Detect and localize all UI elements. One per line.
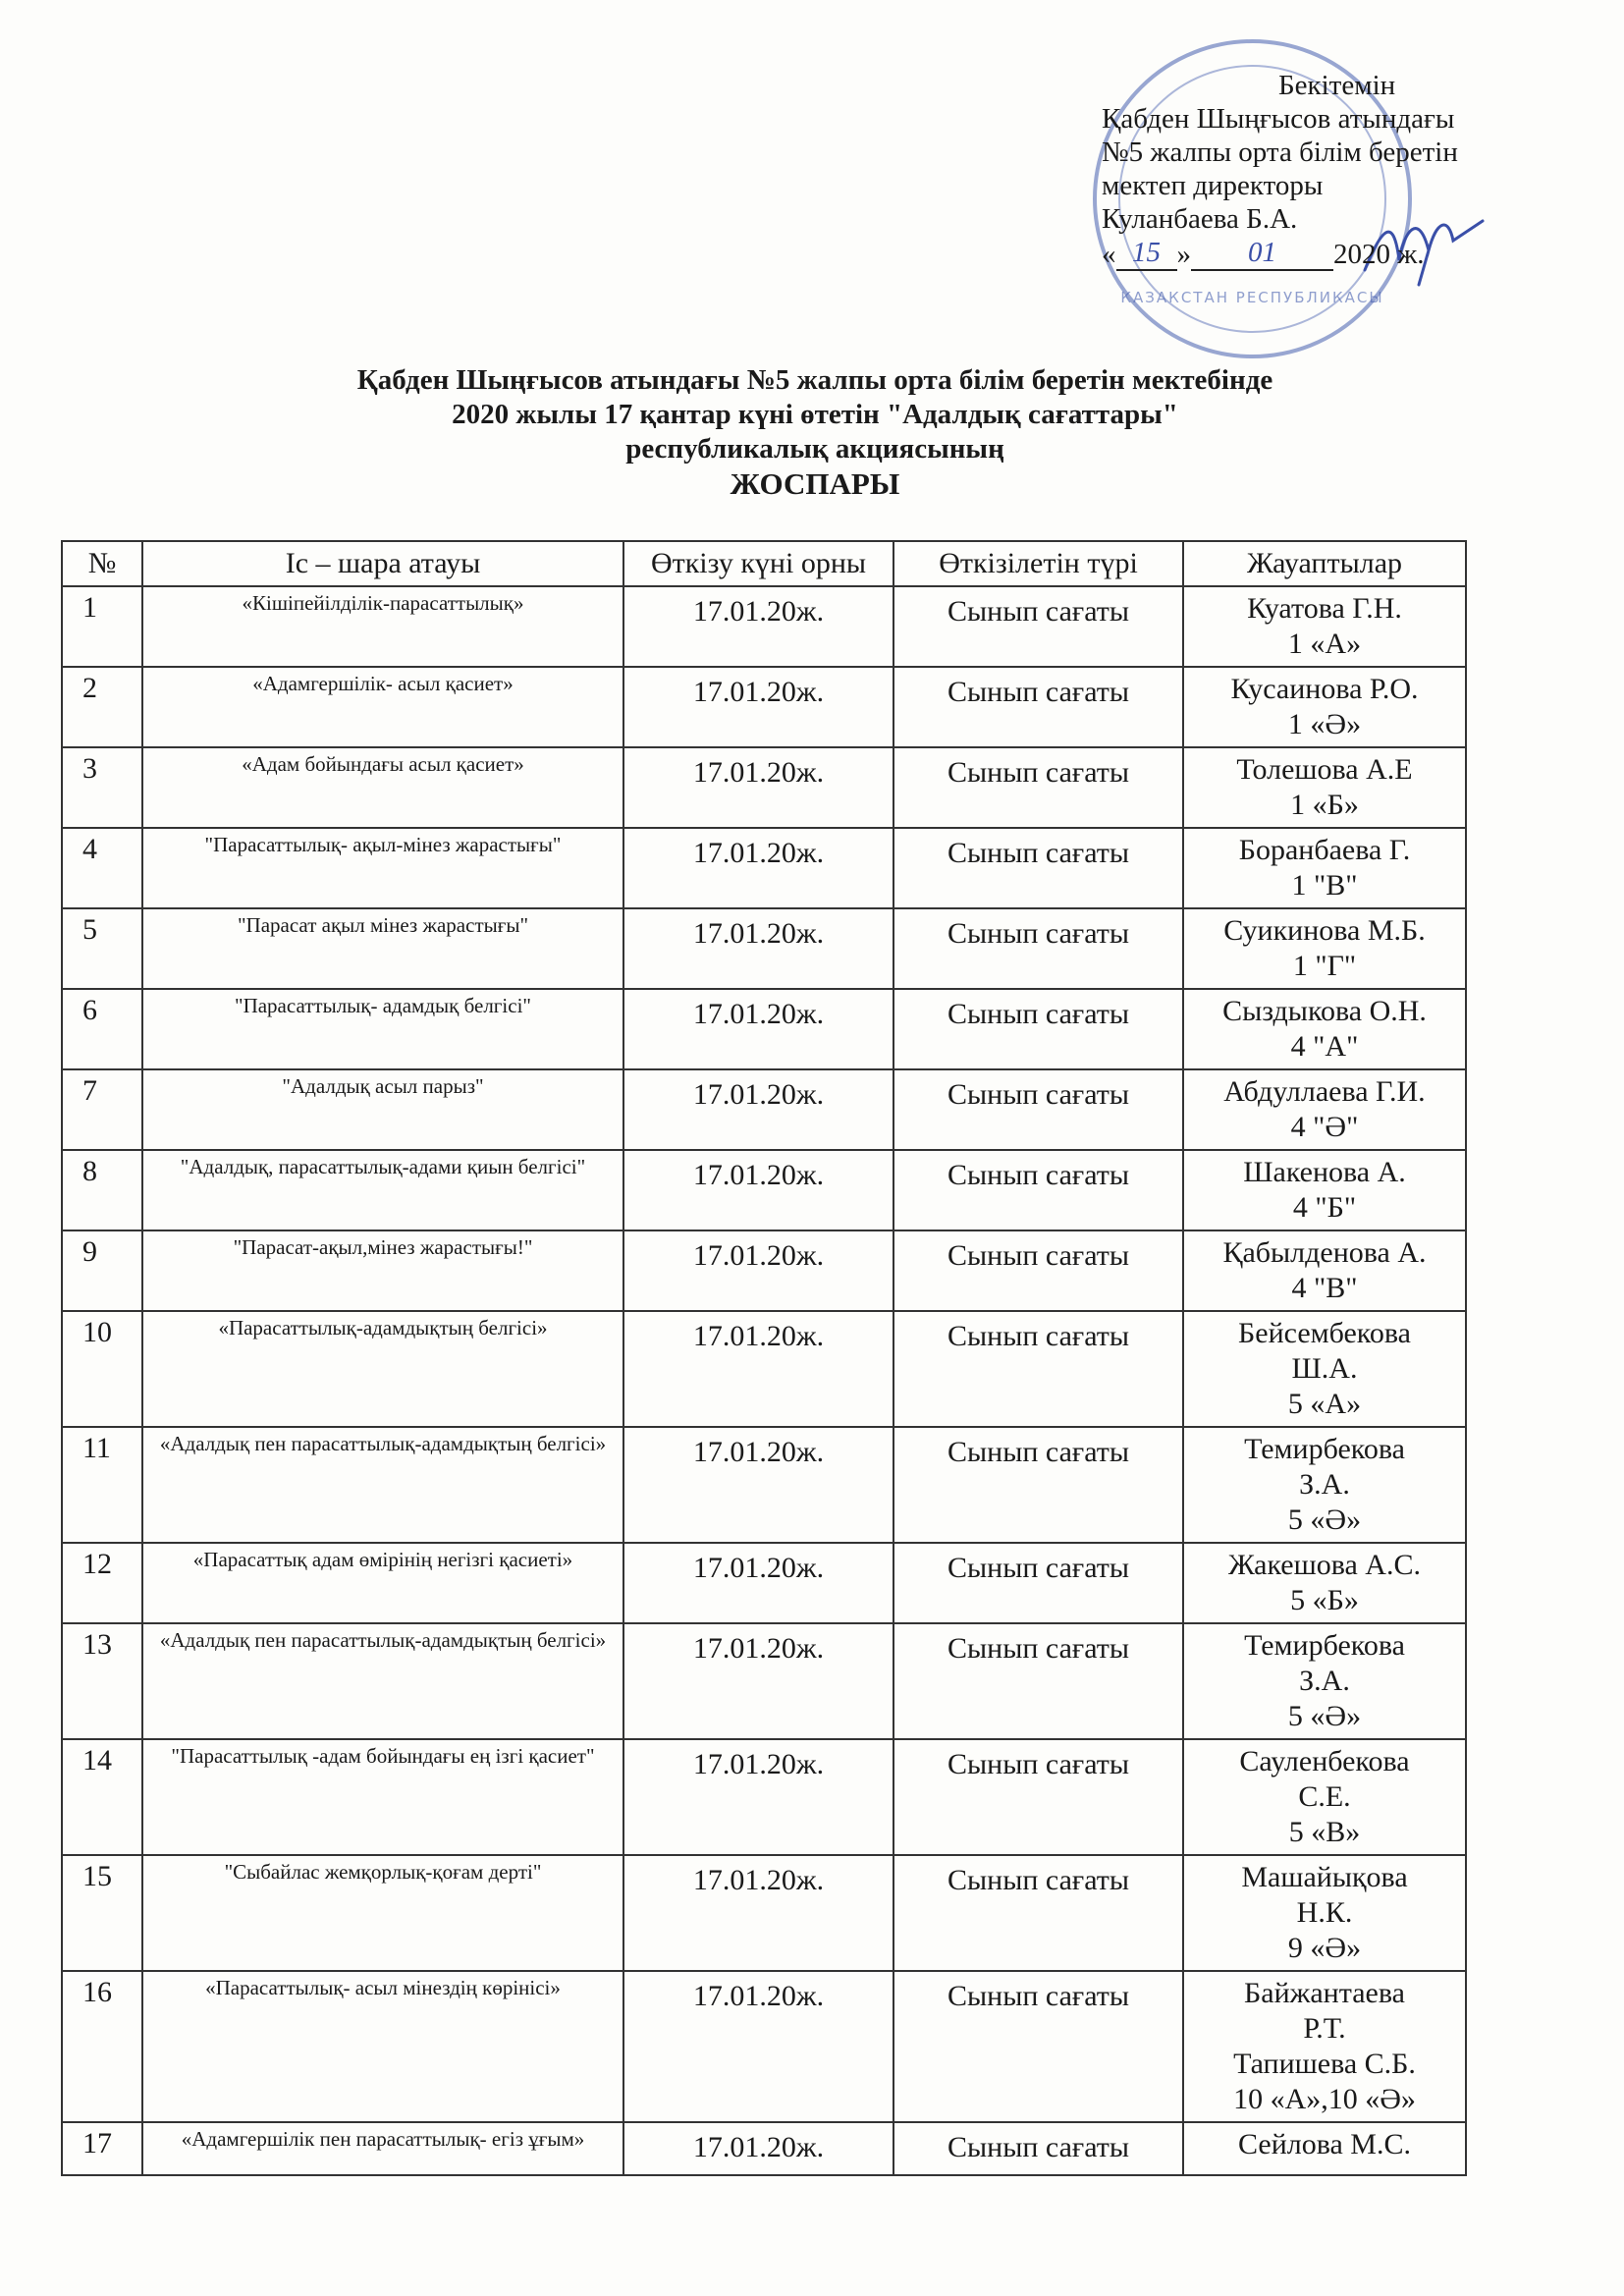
responsible-cell — [1183, 1311, 1466, 1427]
responsible-cell — [1183, 989, 1466, 1069]
date-open-quote: « — [1102, 239, 1116, 270]
table-row — [62, 1623, 1466, 1739]
table-row — [62, 908, 1466, 989]
event-name: «Адам бойындағы асыл қасиет» — [142, 747, 623, 828]
responsible-line: 4 "Ә" — [1290, 1111, 1359, 1143]
responsible-line: Сауленбекова — [1239, 1745, 1410, 1777]
event-type: Сынып сағаты — [893, 1311, 1183, 1427]
event-date: 17.01.20ж. — [623, 2122, 893, 2175]
event-type: Сынып сағаты — [893, 747, 1183, 828]
table-row — [62, 989, 1466, 1069]
plan-table — [61, 540, 1467, 2176]
event-name: "Сыбайлас жемқорлық-қоғам дерті" — [142, 1855, 623, 1971]
event-date: 17.01.20ж. — [623, 1543, 893, 1623]
responsible-cell — [1183, 1855, 1466, 1971]
event-name: "Адалдық, парасаттылық-адами қиын белгісі" — [142, 1150, 623, 1230]
heading-line-3: республикалық акциясының — [625, 433, 1004, 465]
event-name: "Парасаттылық -адам бойындағы ең ізгі қасиет" — [142, 1739, 623, 1855]
responsible-line: Жакешова А.С. — [1228, 1549, 1421, 1581]
table-row — [62, 1855, 1466, 1971]
event-name: «Адалдық пен парасаттылық-адамдықтың белгісі» — [142, 1427, 623, 1543]
responsible-line: Суикинова М.Б. — [1223, 914, 1426, 947]
responsible-cell — [1183, 908, 1466, 989]
event-name: "Парасат ақыл мінез жарастығы" — [142, 908, 623, 989]
responsible-cell — [1183, 747, 1466, 828]
responsible-line: 5 «Ә» — [1287, 1503, 1362, 1536]
responsible-line: Кусаинова Р.О. — [1230, 673, 1419, 705]
event-date: 17.01.20ж. — [623, 667, 893, 747]
responsible-line: 1 «Ә» — [1287, 708, 1362, 740]
event-type: Сынып сағаты — [893, 1543, 1183, 1623]
responsible-line: С.Е. — [1298, 1780, 1351, 1813]
event-name: «Адамгершілік пен парасаттылық- егіз ұғым» — [142, 2122, 623, 2175]
header-number: № — [62, 541, 142, 586]
event-date: 17.01.20ж. — [623, 1623, 893, 1739]
responsible-cell — [1183, 667, 1466, 747]
responsible-line: 9 «Ә» — [1287, 1932, 1362, 1964]
responsible-line: 4 "А" — [1290, 1030, 1359, 1063]
responsible-cell — [1183, 828, 1466, 908]
date-day: 15 — [1116, 236, 1177, 271]
event-type: Сынып сағаты — [893, 1739, 1183, 1855]
responsible-cell — [1183, 1543, 1466, 1623]
responsible-line: 1 "Г" — [1292, 950, 1357, 982]
table-row — [62, 1230, 1466, 1311]
responsible-cell — [1183, 1230, 1466, 1311]
responsible-line: Абдуллаева Г.И. — [1223, 1075, 1426, 1108]
approval-line-director: Куланбаева Б.А. — [1102, 203, 1298, 235]
row-number: 8 — [62, 1150, 142, 1230]
date-year: 2020 ж. — [1333, 239, 1425, 270]
event-name: "Парасат-ақыл,мінез жарастығы!" — [142, 1230, 623, 1311]
row-number: 5 — [62, 908, 142, 989]
header-type: Өткізілетін түрі — [893, 541, 1183, 586]
responsible-line: 5 «А» — [1287, 1388, 1362, 1420]
event-type: Сынып сағаты — [893, 2122, 1183, 2175]
table-body — [62, 586, 1466, 2175]
event-type: Сынып сағаты — [893, 908, 1183, 989]
event-name: «Парасаттылық- асыл мінездің көрінісі» — [142, 1971, 623, 2122]
responsible-cell — [1183, 1971, 1466, 2122]
event-name: «Адамгершілік- асыл қасиет» — [142, 667, 623, 747]
row-number: 11 — [62, 1427, 142, 1543]
event-date: 17.01.20ж. — [623, 1150, 893, 1230]
date-close-quote: » — [1176, 239, 1191, 270]
event-name: "Парасаттылық- ақыл-мінез жарастығы" — [142, 828, 623, 908]
header-date: Өткізу күні орны — [623, 541, 893, 586]
event-name: "Парасаттылық- адамдық белгісі" — [142, 989, 623, 1069]
row-number: 14 — [62, 1739, 142, 1855]
row-number: 15 — [62, 1855, 142, 1971]
responsible-line: Байжантаева — [1244, 1977, 1405, 2009]
responsible-line: Толешова А.Е — [1236, 753, 1413, 786]
responsible-cell — [1183, 2122, 1466, 2175]
event-name: «Адалдық пен парасаттылық-адамдықтың белгісі» — [142, 1623, 623, 1739]
event-type: Сынып сағаты — [893, 667, 1183, 747]
responsible-line: Қабылденова А. — [1222, 1236, 1427, 1269]
responsible-line: Боранбаева Г. — [1238, 834, 1411, 866]
responsible-line: 5 «Б» — [1290, 1584, 1359, 1616]
responsible-cell — [1183, 1150, 1466, 1230]
document-heading — [98, 363, 1532, 501]
table-row — [62, 1427, 1466, 1543]
event-date: 17.01.20ж. — [623, 989, 893, 1069]
table-row — [62, 1971, 1466, 2122]
approval-line-school: Қабден Шыңғысов атындағы — [1102, 103, 1455, 135]
responsible-line: Темирбекова — [1244, 1433, 1405, 1465]
responsible-line: 10 «А»,10 «Ә» — [1233, 2083, 1416, 2115]
responsible-line: 1 "В" — [1291, 869, 1358, 902]
event-date: 17.01.20ж. — [623, 828, 893, 908]
event-date: 17.01.20ж. — [623, 908, 893, 989]
responsible-cell — [1183, 1623, 1466, 1739]
table-header-row — [62, 541, 1466, 586]
responsible-line: Шакенова А. — [1243, 1156, 1406, 1188]
event-date: 17.01.20ж. — [623, 1855, 893, 1971]
responsible-cell — [1183, 1427, 1466, 1543]
approval-block — [1102, 69, 1563, 271]
row-number: 3 — [62, 747, 142, 828]
event-type: Сынып сағаты — [893, 1623, 1183, 1739]
document-title: ЖОСПАРЫ — [730, 466, 900, 501]
row-number: 10 — [62, 1311, 142, 1427]
row-number: 2 — [62, 667, 142, 747]
heading-line-2: 2020 жылы 17 қантар күні өтетін "Адалдық сағаттары" — [452, 399, 1178, 430]
event-type: Сынып сағаты — [893, 1855, 1183, 1971]
responsible-line: Р.Т. — [1303, 2012, 1346, 2045]
table-row — [62, 586, 1466, 667]
responsible-line: 1 «Б» — [1290, 789, 1359, 821]
event-name: «Парасаттық адам өмірінің негізгі қасиеті» — [142, 1543, 623, 1623]
event-name: "Адалдық асыл парыз" — [142, 1069, 623, 1150]
header-event-name: Іс – шара атауы — [142, 541, 623, 586]
date-month: 01 — [1191, 236, 1333, 271]
responsible-line: 1 «А» — [1287, 628, 1362, 660]
event-type: Сынып сағаты — [893, 1150, 1183, 1230]
responsible-line: Куатова Г.Н. — [1247, 592, 1402, 625]
responsible-cell — [1183, 1739, 1466, 1855]
table-row — [62, 1739, 1466, 1855]
table-row — [62, 1150, 1466, 1230]
event-type: Сынып сағаты — [893, 989, 1183, 1069]
table-row — [62, 828, 1466, 908]
event-name: «Парасаттылық-адамдықтың белгісі» — [142, 1311, 623, 1427]
event-type: Сынып сағаты — [893, 1971, 1183, 2122]
event-type: Сынып сағаты — [893, 828, 1183, 908]
responsible-line: Ш.А. — [1291, 1352, 1358, 1385]
responsible-line: 5 «Ә» — [1287, 1700, 1362, 1732]
event-type: Сынып сағаты — [893, 586, 1183, 667]
event-date: 17.01.20ж. — [623, 1069, 893, 1150]
event-date: 17.01.20ж. — [623, 1739, 893, 1855]
event-type: Сынып сағаты — [893, 1230, 1183, 1311]
responsible-line: Н.К. — [1296, 1896, 1353, 1929]
responsible-line: З.А. — [1299, 1468, 1350, 1501]
approval-line-school-number: №5 жалпы орта білім беретін — [1102, 137, 1458, 168]
row-number: 17 — [62, 2122, 142, 2175]
approval-line-position: мектеп директоры — [1102, 170, 1324, 201]
table-row — [62, 747, 1466, 828]
responsible-line: 4 "В" — [1291, 1272, 1358, 1304]
table-row — [62, 1311, 1466, 1427]
approval-title: Бекітемін — [1278, 70, 1396, 101]
responsible-line: З.А. — [1299, 1665, 1350, 1697]
event-date: 17.01.20ж. — [623, 586, 893, 667]
event-name: «Кішіпейілділік-парасаттылық» — [142, 586, 623, 667]
responsible-line: Бейсембекова — [1238, 1317, 1411, 1349]
responsible-line: Сейлова М.С. — [1238, 2128, 1411, 2160]
responsible-line: Сыздыкова О.Н. — [1222, 995, 1427, 1027]
responsible-cell — [1183, 1069, 1466, 1150]
table-row — [62, 1543, 1466, 1623]
event-type: Сынып сағаты — [893, 1427, 1183, 1543]
heading-line-1: Қабден Шыңғысов атындағы №5 жалпы орта білім беретін мектебінде — [356, 364, 1273, 396]
responsible-cell — [1183, 586, 1466, 667]
event-date: 17.01.20ж. — [623, 1427, 893, 1543]
row-number: 7 — [62, 1069, 142, 1150]
row-number: 9 — [62, 1230, 142, 1311]
header-responsible: Жауаптылар — [1183, 541, 1466, 586]
row-number: 4 — [62, 828, 142, 908]
event-type: Сынып сағаты — [893, 1069, 1183, 1150]
row-number: 13 — [62, 1623, 142, 1739]
row-number: 16 — [62, 1971, 142, 2122]
row-number: 6 — [62, 989, 142, 1069]
event-date: 17.01.20ж. — [623, 1971, 893, 2122]
event-date: 17.01.20ж. — [623, 1230, 893, 1311]
row-number: 12 — [62, 1543, 142, 1623]
row-number: 1 — [62, 586, 142, 667]
stamp-text: КАЗАКСТАН РЕСПУБЛИКАСЫ — [1120, 289, 1384, 306]
responsible-line: 4 "Б" — [1292, 1191, 1357, 1224]
event-date: 17.01.20ж. — [623, 1311, 893, 1427]
table-row — [62, 667, 1466, 747]
responsible-line: 5 «В» — [1288, 1816, 1361, 1848]
responsible-line: Машайықова — [1241, 1861, 1408, 1893]
table-row — [62, 2122, 1466, 2175]
responsible-line: Темирбекова — [1244, 1629, 1405, 1662]
event-date: 17.01.20ж. — [623, 747, 893, 828]
responsible-line: Тапишева С.Б. — [1233, 2048, 1416, 2080]
table-row — [62, 1069, 1466, 1150]
approval-date — [1102, 236, 1563, 271]
